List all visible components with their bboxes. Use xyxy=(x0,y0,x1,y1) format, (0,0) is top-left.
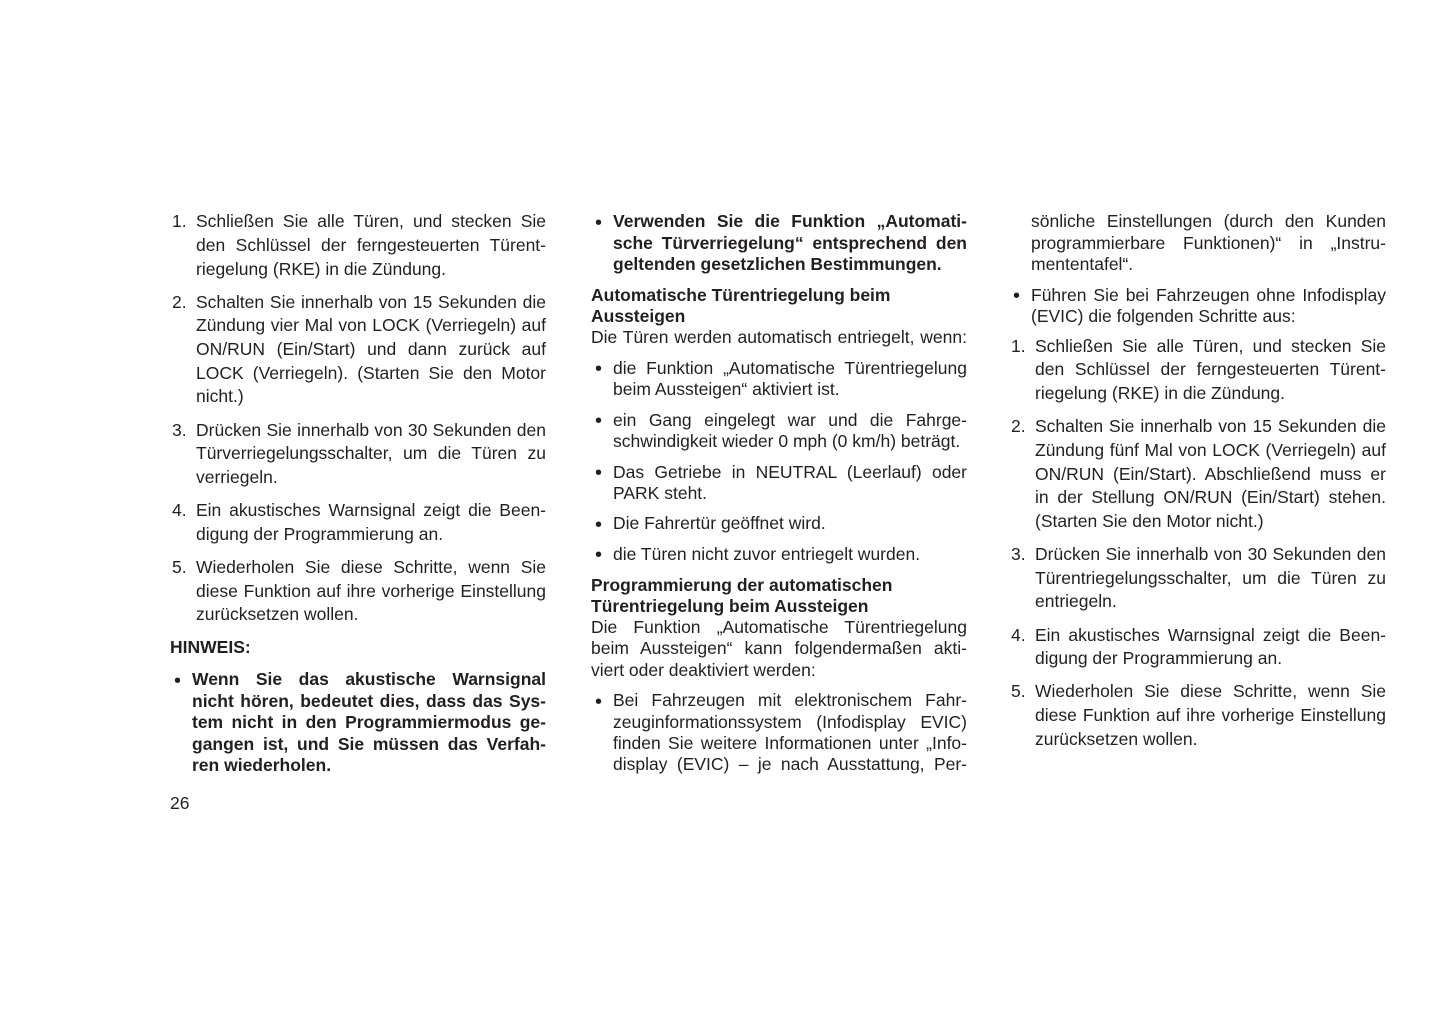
text-line: diese Funktion auf ihre vorherige Einstellung xyxy=(196,580,546,601)
condition-item xyxy=(591,513,967,534)
bullet-icon: • xyxy=(1013,284,1021,307)
text-line: sönliche Einstellungen (durch den Kunden xyxy=(1031,211,1386,232)
text-line: Wiederholen Sie diese Schritte, wenn Sie xyxy=(1035,681,1386,702)
text-line: Zündung vier Mal von LOCK (Verriegeln) auf xyxy=(196,315,546,336)
text-line: nicht hören, bedeutet dies, dass das Sys- xyxy=(192,690,546,711)
bullet-icon: • xyxy=(595,409,603,432)
step-number: 3. xyxy=(172,419,187,440)
text-line: verriegeln. xyxy=(196,466,278,487)
step-number: 1. xyxy=(172,211,187,232)
text-line: riegelung (RKE) in die Zündung. xyxy=(1035,383,1286,404)
step-item-2 xyxy=(170,291,546,410)
column-right xyxy=(1009,211,1386,760)
text-line: (EVIC) die folgenden Schritte aus: xyxy=(1031,305,1296,326)
section-heading: Türentriegelung beim Aussteigen xyxy=(591,595,869,616)
text-line: schwindigkeit wieder 0 mph (0 km/h) beträgt. xyxy=(613,430,961,451)
text-line: diese Funktion auf ihre vorherige Einstellung xyxy=(1035,705,1386,726)
bullet-icon: • xyxy=(595,690,603,713)
text-line: nicht.) xyxy=(196,386,244,407)
text-line: Die Funktion „Automatische Türentriegelung xyxy=(591,617,967,638)
condition-item xyxy=(591,544,967,565)
step-item-4 xyxy=(1009,624,1386,671)
section-heading: Automatische Türentriegelung beim xyxy=(591,284,891,305)
text-line: Bei Fahrzeugen mit elektronischem Fahr- xyxy=(613,690,967,711)
step-item-5 xyxy=(1009,680,1386,751)
step-number: 4. xyxy=(1011,624,1026,645)
text-line: Die Fahrertür geöffnet wird. xyxy=(613,513,826,534)
text-line: den Schlüssel der ferngesteuerten Türent- xyxy=(1035,359,1386,380)
warning-bullet xyxy=(591,211,967,275)
text-line: LOCK (Verriegeln). (Starten Sie den Motor xyxy=(196,362,546,383)
bullet-icon: • xyxy=(595,461,603,484)
text-line: entriegeln. xyxy=(1035,591,1117,612)
text-line: Das Getriebe in NEUTRAL (Leerlauf) oder xyxy=(613,461,967,482)
step-item-2 xyxy=(1009,415,1386,534)
column-left xyxy=(170,210,546,786)
text-line: Türentriegelungsschalter, um die Türen zu xyxy=(1035,567,1386,588)
text-line: digung der Programmierung an. xyxy=(196,523,444,544)
option-item-continued xyxy=(1009,211,1386,275)
bullet-icon: • xyxy=(595,544,603,567)
text-line: beim Aussteigen“ aktiviert ist. xyxy=(613,379,840,400)
condition-item xyxy=(591,462,967,505)
text-line: viert oder deaktiviert werden: xyxy=(591,659,816,680)
section-programming xyxy=(591,575,967,681)
step-number: 3. xyxy=(1011,544,1026,565)
text-line: (Starten Sie den Motor nicht.) xyxy=(1035,510,1264,531)
text-line: PARK steht. xyxy=(613,482,708,503)
page-number: 26 xyxy=(170,793,190,813)
text-line: in der Stellung ON/RUN (Ein/Start) stehen. xyxy=(1035,487,1386,508)
text-line: sche Türverriegelung“ entsprechend den xyxy=(613,232,967,253)
text-line: Verwenden Sie die Funktion „Automati- xyxy=(613,211,967,232)
text-line: Zündung fünf Mal von LOCK (Verriegeln) auf xyxy=(1035,439,1386,460)
text-line: zurücksetzen wollen. xyxy=(196,604,359,625)
step-number: 1. xyxy=(1011,335,1026,356)
step-item-5 xyxy=(170,556,546,627)
note-heading-text: HINWEIS: xyxy=(170,637,251,658)
step-item-4 xyxy=(170,499,546,546)
column-middle xyxy=(591,211,967,785)
text-line: den Schlüssel der ferngesteuerten Türent- xyxy=(196,234,546,255)
text-line: Schließen Sie alle Türen, und stecken Sie xyxy=(1035,335,1386,356)
bullet-icon: • xyxy=(595,358,603,381)
text-line: programmierbare Funktionen)“ in „Instru- xyxy=(1031,232,1386,253)
condition-item xyxy=(591,410,967,453)
condition-item xyxy=(591,358,967,401)
text-line: display (EVIC) – je nach Ausstattung, Per- xyxy=(613,754,967,775)
text-line: beim Aussteigen“ kann folgendermaßen akti- xyxy=(591,638,967,659)
section-heading: Aussteigen xyxy=(591,305,686,326)
step-item-1 xyxy=(1009,335,1386,406)
step-number: 5. xyxy=(172,556,187,577)
text-line: die Funktion „Automatische Türentriegelung xyxy=(613,357,967,378)
text-line: tem nicht in den Programmiermodus ge- xyxy=(192,712,546,733)
text-line: Wiederholen Sie diese Schritte, wenn Sie xyxy=(196,556,546,577)
note-heading xyxy=(170,636,546,660)
text-line: Schalten Sie innerhalb von 15 Sekunden die xyxy=(1035,416,1386,437)
text-line: gangen ist, und Sie müssen das Verfah- xyxy=(192,733,546,754)
note-bullet xyxy=(170,669,546,777)
text-line: zeuginformationssystem (Infodisplay EVIC) xyxy=(613,711,967,732)
section-auto-unlock xyxy=(591,285,967,349)
text-line: ON/RUN (Ein/Start). Abschließend muss er xyxy=(1035,463,1386,484)
text-line: ON/RUN (Ein/Start) und dann zurück auf xyxy=(196,339,546,360)
section-heading: Programmierung der automatischen xyxy=(591,574,893,595)
text-line: Drücken Sie innerhalb von 30 Sekunden den xyxy=(1035,544,1386,565)
step-item-1 xyxy=(170,210,546,281)
text-line: digung der Programmierung an. xyxy=(1035,648,1283,669)
text-line: Wenn Sie das akustische Warnsignal xyxy=(192,669,546,690)
text-line: Schließen Sie alle Türen, und stecken Sie xyxy=(196,211,546,232)
option-item xyxy=(591,690,967,775)
step-item-3 xyxy=(1009,543,1386,614)
text-line: geltenden gesetzlichen Bestimmungen. xyxy=(613,253,942,274)
step-number: 2. xyxy=(1011,416,1026,437)
bullet-icon: • xyxy=(595,513,603,536)
option-item xyxy=(1009,285,1386,328)
text-line: zurücksetzen wollen. xyxy=(1035,728,1198,749)
text-line: mententafel“. xyxy=(1031,253,1134,274)
text-line: die Türen nicht zuvor entriegelt wurden. xyxy=(613,543,921,564)
step-number: 5. xyxy=(1011,681,1026,702)
text-line: Türverriegelungsschalter, um die Türen zu xyxy=(196,443,546,464)
step-number: 4. xyxy=(172,500,187,521)
text-line: Ein akustisches Warnsignal zeigt die Been- xyxy=(196,500,546,521)
text-line: Ein akustisches Warnsignal zeigt die Been- xyxy=(1035,624,1386,645)
text-line: Führen Sie bei Fahrzeugen ohne Infodisplay xyxy=(1031,284,1386,305)
text-line: Die Türen werden automatisch entriegelt, wenn: xyxy=(591,327,967,348)
step-item-3 xyxy=(170,419,546,490)
text-line: Schalten Sie innerhalb von 15 Sekunden die xyxy=(196,291,546,312)
text-line: riegelung (RKE) in die Zündung. xyxy=(196,258,447,279)
text-line: Drücken Sie innerhalb von 30 Sekunden den xyxy=(196,419,546,440)
text-line: finden Sie weitere Informationen unter „Info- xyxy=(613,732,967,753)
text-line: ren wiederholen. xyxy=(192,755,332,776)
bullet-icon: • xyxy=(595,211,603,234)
text-line: ein Gang eingelegt war und die Fahrge- xyxy=(613,409,967,430)
bullet-icon: • xyxy=(174,669,182,692)
step-number: 2. xyxy=(172,291,187,312)
